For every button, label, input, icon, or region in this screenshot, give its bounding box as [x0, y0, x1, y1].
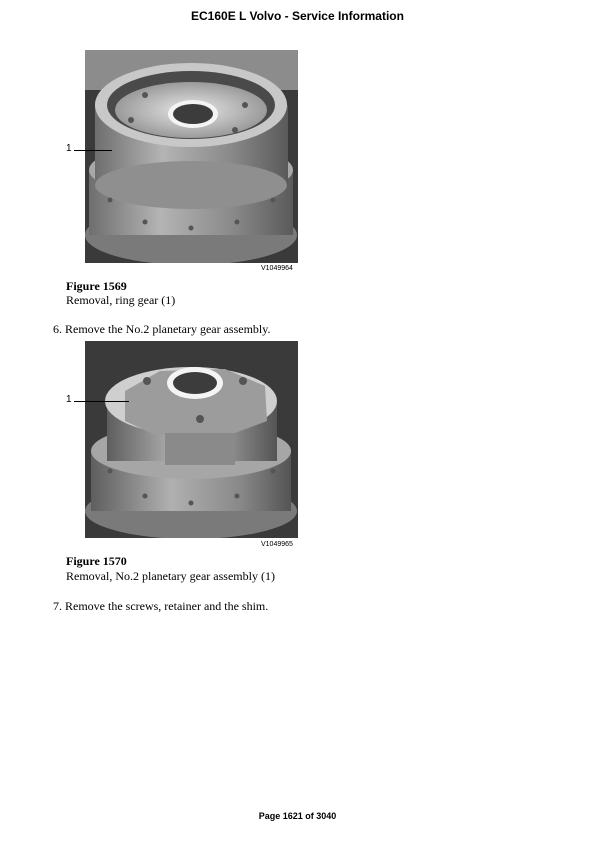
figure-2-title: Figure 1570 [66, 554, 127, 568]
figure-1-image-id: V1049964 [261, 265, 293, 272]
figure-1-caption: Removal, ring gear (1) [66, 293, 176, 307]
step-7: 7. Remove the screws, retainer and the shim. [53, 599, 269, 613]
figure-1-callout-line [74, 150, 112, 151]
figure-2-image-id: V1049965 [261, 541, 293, 548]
figure-2-caption: Removal, No.2 planetary gear assembly (1) [66, 569, 275, 583]
figure-2-callout-line [74, 401, 129, 402]
step-6: 6. Remove the No.2 planetary gear assembly. [53, 322, 271, 336]
figure-2-callout-label: 1 [66, 394, 72, 405]
figure-ring-gear-photo [85, 50, 298, 263]
figure-1-callout-label: 1 [66, 143, 72, 154]
figure-1-title: Figure 1569 [66, 279, 127, 293]
figure-planetary-gear-photo [85, 341, 298, 538]
page-header: EC160E L Volvo - Service Information [191, 9, 404, 23]
page-footer: Page 1621 of 3040 [258, 811, 337, 821]
